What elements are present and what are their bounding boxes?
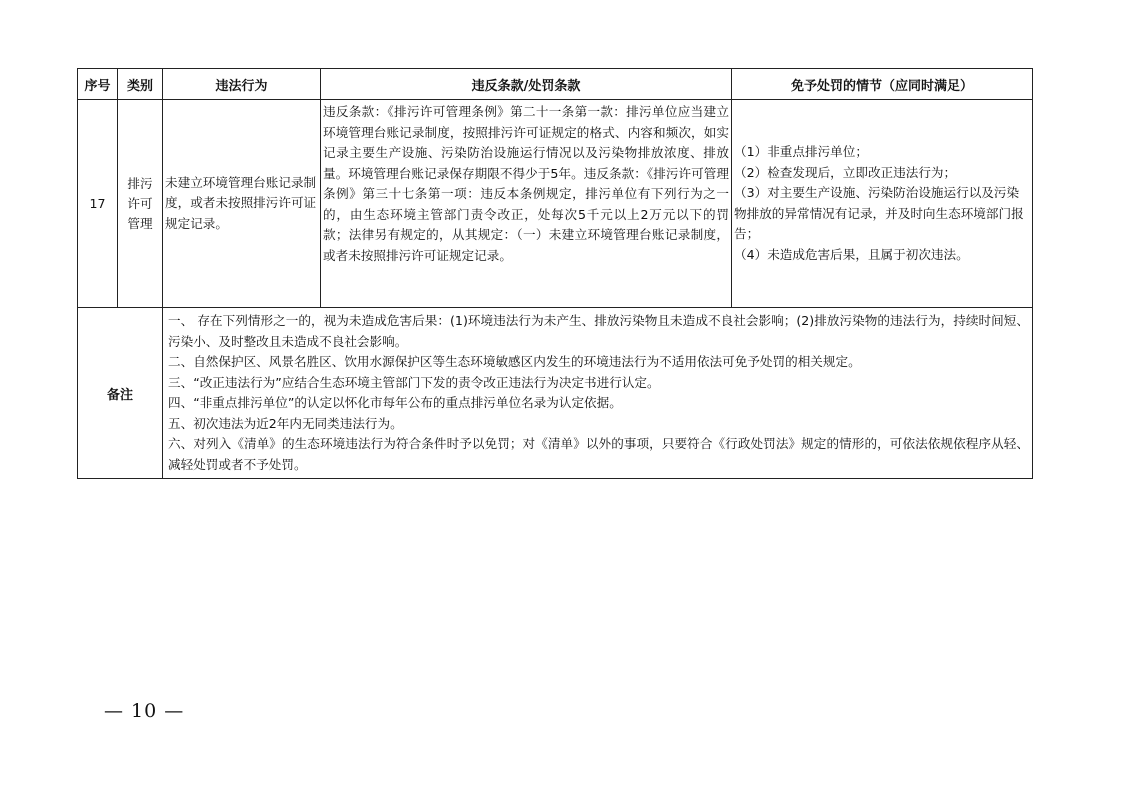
- remark-item: 六、对列入《清单》的生态环境违法行为符合条件时予以免罚；对《清单》以外的事项，只要符合《行政处罚法》规定的情形的，可依法依规依程序从轻、减轻处罚或者不予处罚。: [168, 436, 1029, 472]
- exemption-item: （1）非重点排污单位；: [734, 144, 868, 159]
- exemption-item: （2）检查发现后，立即改正违法行为；: [734, 164, 957, 180]
- row-violation: 未建立环境管理台账记录制度，或者未按照排污许可证规定记录。: [163, 100, 321, 308]
- remark-item: 四、“非重点排污单位”的认定以怀化市每年公布的重点排污单位名录为认定依据。: [168, 395, 622, 410]
- table-header-row: [78, 69, 1033, 100]
- exemption-item: （4）未造成危害后果，且属于初次违法。: [734, 246, 969, 262]
- header-exemption: 免予处罚的情节（应同时满足）: [732, 69, 1033, 100]
- row-seq: 17: [78, 100, 118, 308]
- remark-item: 一、 存在下列情形之一的，视为未造成危害后果：(1)环境违法行为未产生、排放污染物且未造成不良社会影响；(2)排放污染物的违法行为，持续时间短、污染小、及时整改且未造成不良社会影响。: [168, 313, 1029, 349]
- row-exemption: [732, 100, 1033, 308]
- remark-item: 三、“改正违法行为”应结合生态环境主管部门下发的责令改正违法行为决定书进行认定。: [168, 374, 660, 390]
- table-row: [78, 100, 1033, 308]
- remarks-row: [78, 308, 1033, 479]
- category-line: 排污: [127, 175, 153, 191]
- row-clauses: 违反条款：《排污许可管理条例》第二十一条第一款：排污单位应当建立环境管理台账记录制度，按照排污许可证规定的格式、内容和频次，如实记录主要生产设施、污染防治设施运行情况以及污染物排放浓度、排放量。环境管理台账记录保存期限不得少于5年。违反条款：《排污许可管理条例》第三十七条第一项：违反本条例规定，排污单位有下列行为之一的，由生态环境主管部门责令改正，处每次5千元以上2万元以下的罚款；法律另有规定的，从其规定：（一）未建立环境管理台账记录制度，或者未按照排污许可证规定记录。: [321, 100, 732, 308]
- remark-item: 五、初次违法为近2年内无同类违法行为。: [168, 415, 403, 431]
- page-number: — 10 —: [104, 700, 185, 722]
- remarks-content: [163, 308, 1033, 479]
- header-violation: 违法行为: [163, 69, 321, 100]
- header-category: 类别: [118, 69, 163, 100]
- remarks-label: 备注: [78, 308, 163, 479]
- exemption-item: （3）对主要生产设施、污染防治设施运行以及污染物排放的异常情况有记录，并及时向生态环境部门报告；: [734, 185, 1024, 241]
- header-clauses: 违反条款/处罚条款: [321, 69, 732, 100]
- category-line: 许可: [127, 195, 153, 211]
- penalty-exemption-table: [77, 68, 1033, 479]
- header-seq: 序号: [78, 69, 118, 100]
- row-category: [118, 100, 163, 308]
- remark-item: 二、自然保护区、风景名胜区、饮用水源保护区等生态环境敏感区内发生的环境违法行为不适用依法可免予处罚的相关规定。: [168, 354, 861, 369]
- category-line: 管理: [127, 215, 153, 231]
